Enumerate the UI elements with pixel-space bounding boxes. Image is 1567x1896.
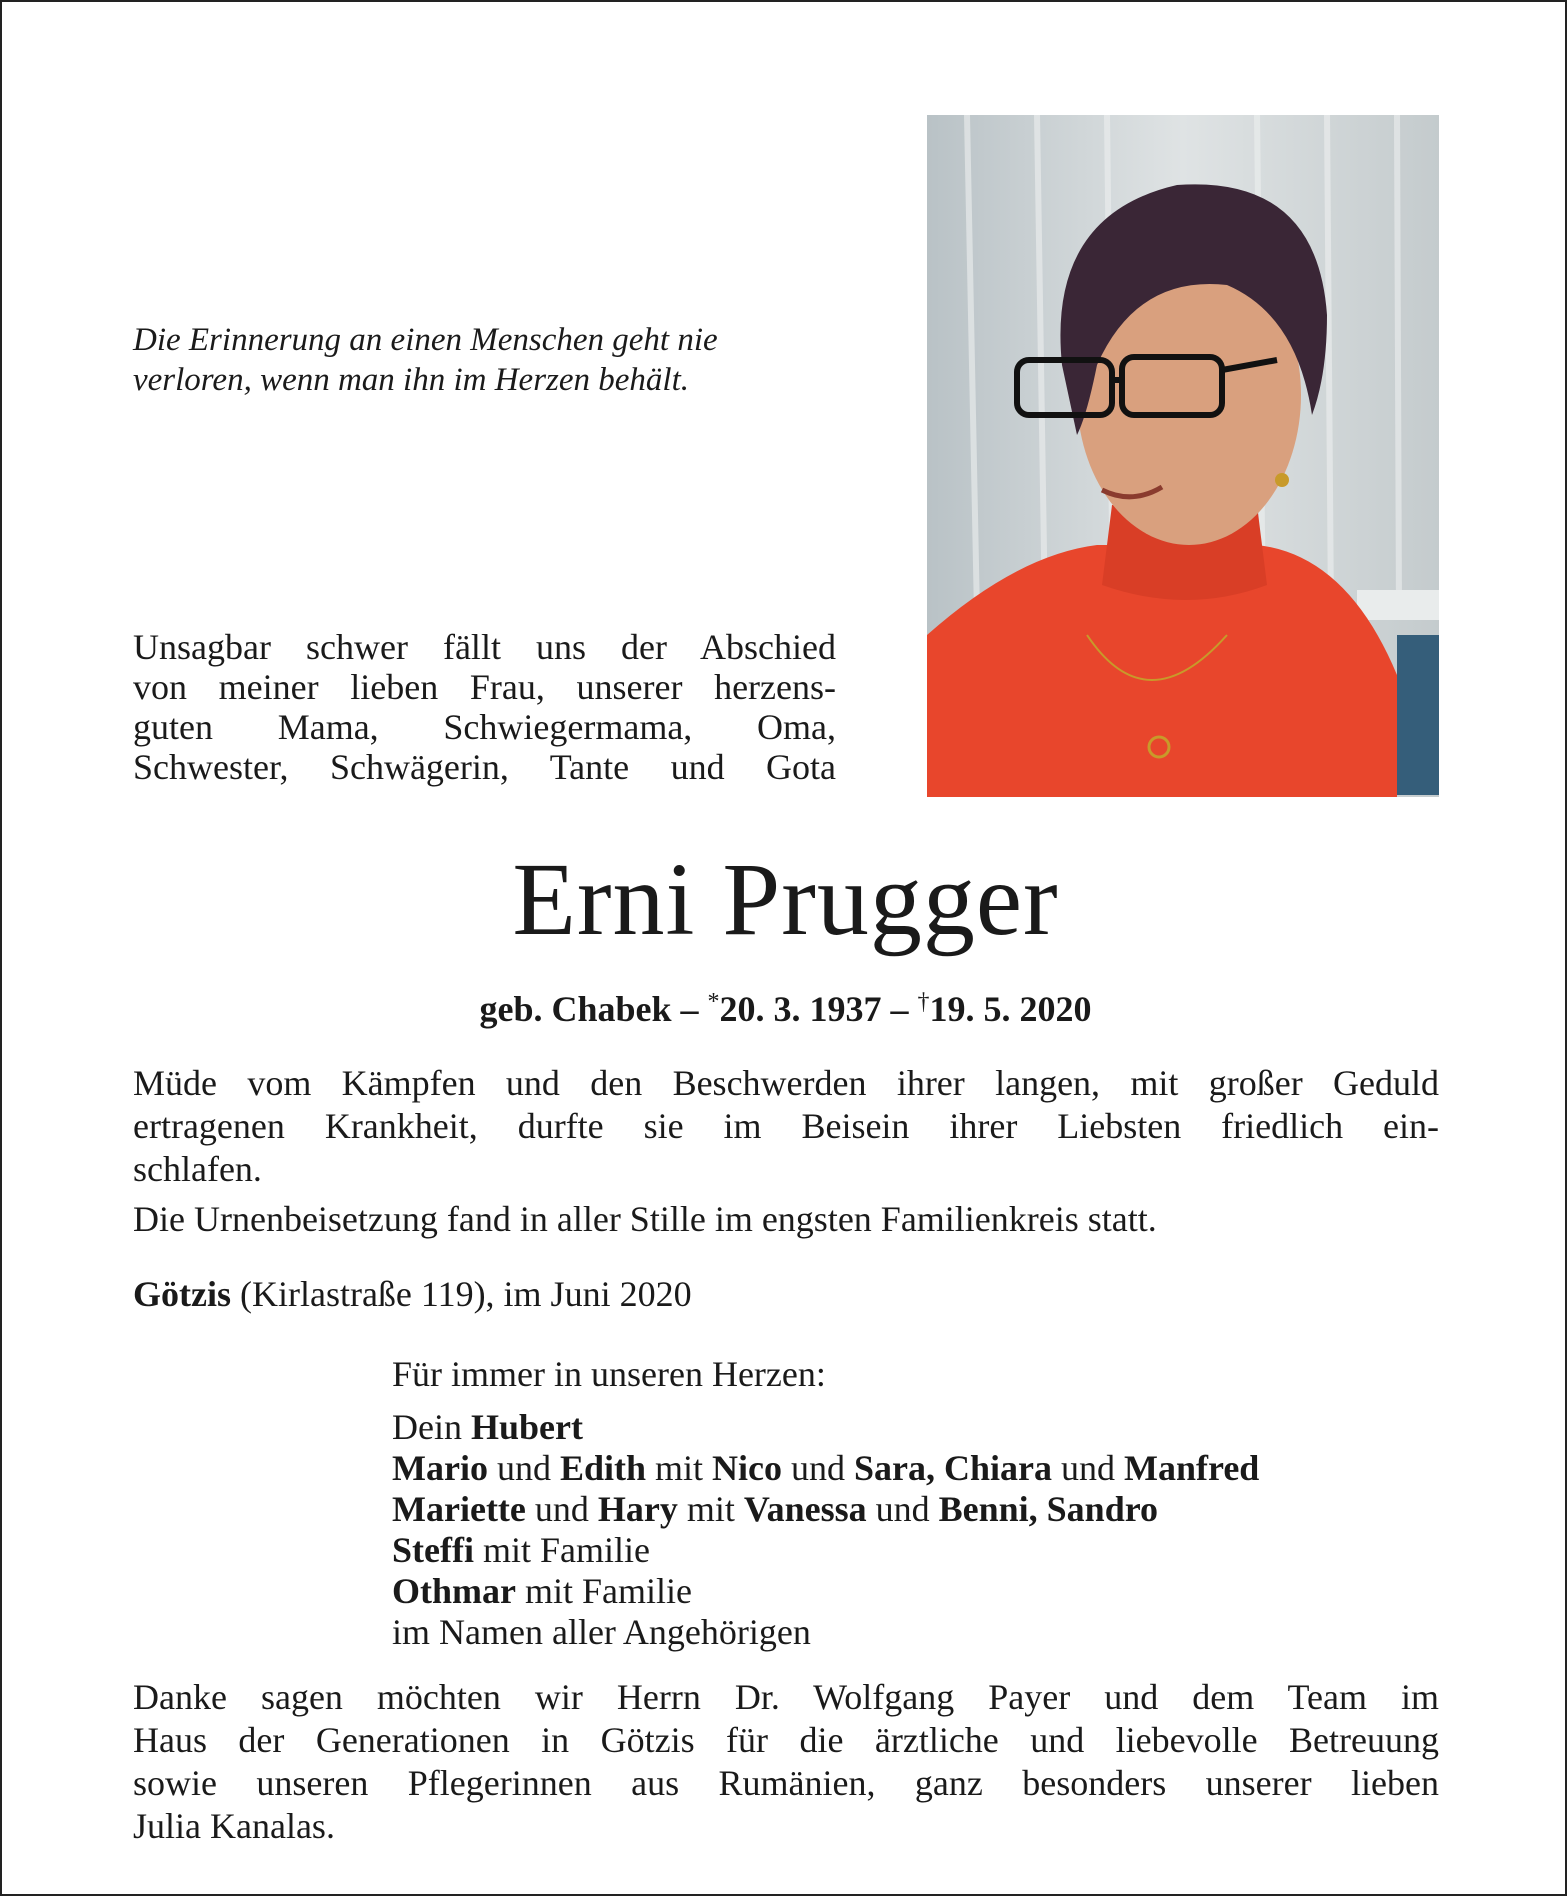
family-text: und xyxy=(534,1489,589,1529)
quote-line: verloren, wenn man ihn im Herzen behält. xyxy=(133,362,690,398)
family-member: Othmar xyxy=(392,1571,516,1611)
intro-line: Unsagbar schwer fällt uns der Abschied xyxy=(133,627,836,667)
portrait-photo xyxy=(927,115,1439,797)
family-text: Dein xyxy=(392,1407,462,1447)
intro-line: guten Mama, Schwiegermama, Oma, xyxy=(133,707,836,747)
thanks-line: Haus der Generationen in Götzis für die ärztliche und liebevolle Betreuung xyxy=(133,1720,1439,1760)
family-text: und xyxy=(791,1448,846,1488)
family-line: im Namen aller Angehörigen xyxy=(392,1612,811,1652)
intro-line: Schwester, Schwägerin, Tante und Gota xyxy=(133,747,836,787)
family-text: und xyxy=(1061,1448,1116,1488)
family-line xyxy=(392,1489,1452,1530)
family-member: Benni, Sandro xyxy=(938,1489,1159,1529)
birth-date: 20. 3. 1937 xyxy=(719,989,882,1029)
family-text: mit xyxy=(655,1448,704,1488)
family-member: Edith xyxy=(559,1448,647,1488)
family-text: und xyxy=(496,1448,551,1488)
memorial-quote xyxy=(133,320,853,400)
family-member: Steffi xyxy=(392,1530,474,1570)
death-date: 19. 5. 2020 xyxy=(929,989,1092,1029)
family-member: Mariette xyxy=(392,1489,526,1529)
family-text: und xyxy=(875,1489,930,1529)
body-line: Müde vom Kämpfen und den Beschwerden ihrer langen, mit großer Geduld xyxy=(133,1063,1439,1103)
thanks-line: sowie unseren Pflegerinnen aus Rumänien, ganz besonders unserer lieben xyxy=(133,1763,1439,1803)
place-town: Götzis xyxy=(133,1274,231,1314)
family-line xyxy=(392,1571,1452,1612)
body-paragraph xyxy=(133,1062,1439,1191)
thanks-paragraph xyxy=(133,1676,1439,1848)
cross-icon: † xyxy=(917,989,930,1015)
family-text: mit Familie xyxy=(482,1530,650,1570)
family-member: Nico xyxy=(712,1448,783,1488)
body-line: ertragenen Krankheit, durfte sie im Beisein ihrer Liebsten friedlich ein- xyxy=(133,1106,1439,1146)
family-member: Vanessa xyxy=(743,1489,867,1529)
portrait-illustration xyxy=(927,115,1439,797)
family-line xyxy=(392,1530,1452,1571)
intro-line: von meiner lieben Frau, unserer herzens- xyxy=(133,667,836,707)
burial-note: Die Urnenbeisetzung fand in aller Stille im engsten Familienkreis statt. xyxy=(133,1199,1157,1239)
family-text: mit xyxy=(686,1489,735,1529)
intro-text xyxy=(133,627,836,787)
family-member: Mario xyxy=(392,1448,488,1488)
separator: – xyxy=(680,989,699,1029)
place-date xyxy=(133,1272,692,1316)
quote-line: Die Erinnerung an einen Menschen geht nie xyxy=(133,322,718,358)
thanks-line: Julia Kanalas. xyxy=(133,1806,335,1846)
family-heading: Für immer in unseren Herzen: xyxy=(392,1354,826,1394)
family-member: Sara, Chiara xyxy=(854,1448,1053,1488)
family-text: mit Familie xyxy=(524,1571,692,1611)
body-line: schlafen. xyxy=(133,1149,262,1189)
family-line xyxy=(392,1407,1452,1448)
place-rest: (Kirlastraße 119), im Juni 2020 xyxy=(239,1274,692,1314)
thanks-line: Danke sagen möchten wir Herrn Dr. Wolfgang Payer und dem Team im xyxy=(133,1677,1439,1717)
family-member: Hubert xyxy=(470,1407,583,1447)
separator: – xyxy=(890,989,909,1029)
family-member: Hary xyxy=(597,1489,678,1529)
life-dates xyxy=(2,980,1567,1031)
family-signatures xyxy=(392,1354,1452,1653)
birth-name: geb. Chabek xyxy=(479,989,672,1029)
birth-icon: * xyxy=(707,989,720,1015)
deceased-name: Erni Prugger xyxy=(512,842,1059,957)
family-member: Manfred xyxy=(1124,1448,1260,1488)
family-line xyxy=(392,1448,1452,1489)
